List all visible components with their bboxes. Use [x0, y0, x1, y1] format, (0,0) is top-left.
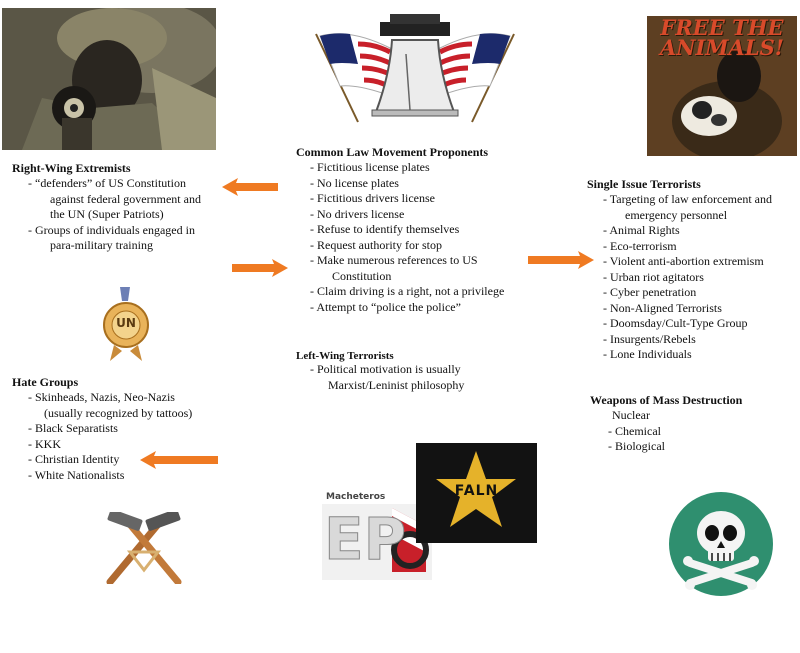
- free-the-animals-text: FREE THE ANIMALS!: [659, 16, 784, 60]
- liberty-bell-flags: [310, 14, 520, 124]
- list-item: - Doomsday/Cult-Type Group: [603, 316, 748, 330]
- list-item: - White Nationalists: [28, 467, 125, 482]
- list-item: - Chemical: [608, 423, 661, 438]
- crossed-hammers-logo: [100, 512, 188, 584]
- list-item: - “defenders” of US Constitution against federal government and the UN (Super Patriots): [28, 176, 201, 221]
- list-item: - Non-Aligned Terrorists: [603, 300, 722, 315]
- left-wing-list: [296, 362, 516, 393]
- list-item: - Black Separatists: [28, 421, 118, 435]
- hate-groups-title: Hate Groups: [12, 375, 79, 389]
- macheteros-text: Macheteros: [326, 492, 386, 502]
- single-issue-section: [587, 177, 797, 363]
- list-item: - Skinheads, Nazis, Neo-Nazis (usually recognized by tattoos): [28, 390, 193, 420]
- list-item: - Request authority for stop: [310, 237, 442, 252]
- free-the-animals-poster: [647, 16, 797, 156]
- left-wing-section: [296, 350, 516, 393]
- list-item: - Lone Individuals: [603, 347, 692, 361]
- wmd-title: Weapons of Mass Destruction: [590, 393, 743, 407]
- list-item: - Political motivation is usually Marxist/Leninist philosophy: [310, 362, 465, 392]
- common-law-section: [296, 145, 536, 315]
- list-item: - Attempt to “police the police”: [310, 299, 461, 314]
- list-item: - No drivers license: [310, 206, 405, 221]
- list-item: - Violent anti-abortion extremism: [603, 254, 764, 268]
- wmd-list: [590, 408, 790, 455]
- list-item: - Christian Identity: [28, 452, 120, 466]
- list-item: - Insurgents/Rebels: [603, 331, 696, 346]
- skull-crossbones-icon: [668, 491, 774, 597]
- right-wing-list: [12, 176, 232, 254]
- common-law-title: Common Law Movement Proponents: [296, 145, 489, 159]
- arrow-right-to-common-law-icon: [232, 259, 288, 277]
- soldier-photo: [2, 8, 216, 150]
- hate-groups-list: [12, 390, 232, 483]
- hate-groups-section: [12, 375, 232, 483]
- single-issue-title: Single Issue Terrorists: [587, 177, 701, 191]
- list-item: - Animal Rights: [603, 223, 680, 237]
- list-item: - Fictitious license plates: [310, 160, 430, 174]
- list-item: Nuclear: [612, 408, 650, 422]
- left-wing-title: Left-Wing Terrorists: [296, 350, 394, 362]
- list-item: - Targeting of law enforcement and emergency personnel: [603, 192, 772, 222]
- list-item: - Refuse to identify themselves: [310, 222, 460, 236]
- list-item: - Eco-terrorism: [603, 238, 677, 253]
- list-item: - KKK: [28, 436, 61, 451]
- list-item: - Cyber penetration: [603, 285, 697, 299]
- arrow-right-to-single-issue-icon: [528, 251, 594, 269]
- right-wing-section: [12, 161, 232, 254]
- list-item: - Claim driving is a right, not a privilege: [310, 284, 505, 298]
- list-item: - Urban riot agitators: [603, 269, 704, 284]
- faln-logo: [416, 443, 537, 543]
- un-badge: [100, 285, 152, 363]
- single-issue-list: [587, 192, 797, 363]
- arrow-left-to-right-wing-icon: [222, 178, 278, 196]
- wmd-section: [590, 393, 790, 455]
- faln-text: FALN: [454, 483, 499, 499]
- common-law-list: [296, 160, 536, 315]
- ep-text: EP: [324, 505, 407, 573]
- list-item: - No license plates: [310, 175, 399, 190]
- right-wing-title: Right-Wing Extremists: [12, 161, 131, 175]
- list-item: - Make numerous references to US Constitution: [310, 253, 478, 283]
- list-item: - Biological: [608, 439, 665, 453]
- list-item: - Fictitious drivers license: [310, 191, 435, 205]
- un-badge-text: UN: [116, 316, 136, 330]
- list-item: - Groups of individuals engaged in para-military training: [28, 222, 195, 252]
